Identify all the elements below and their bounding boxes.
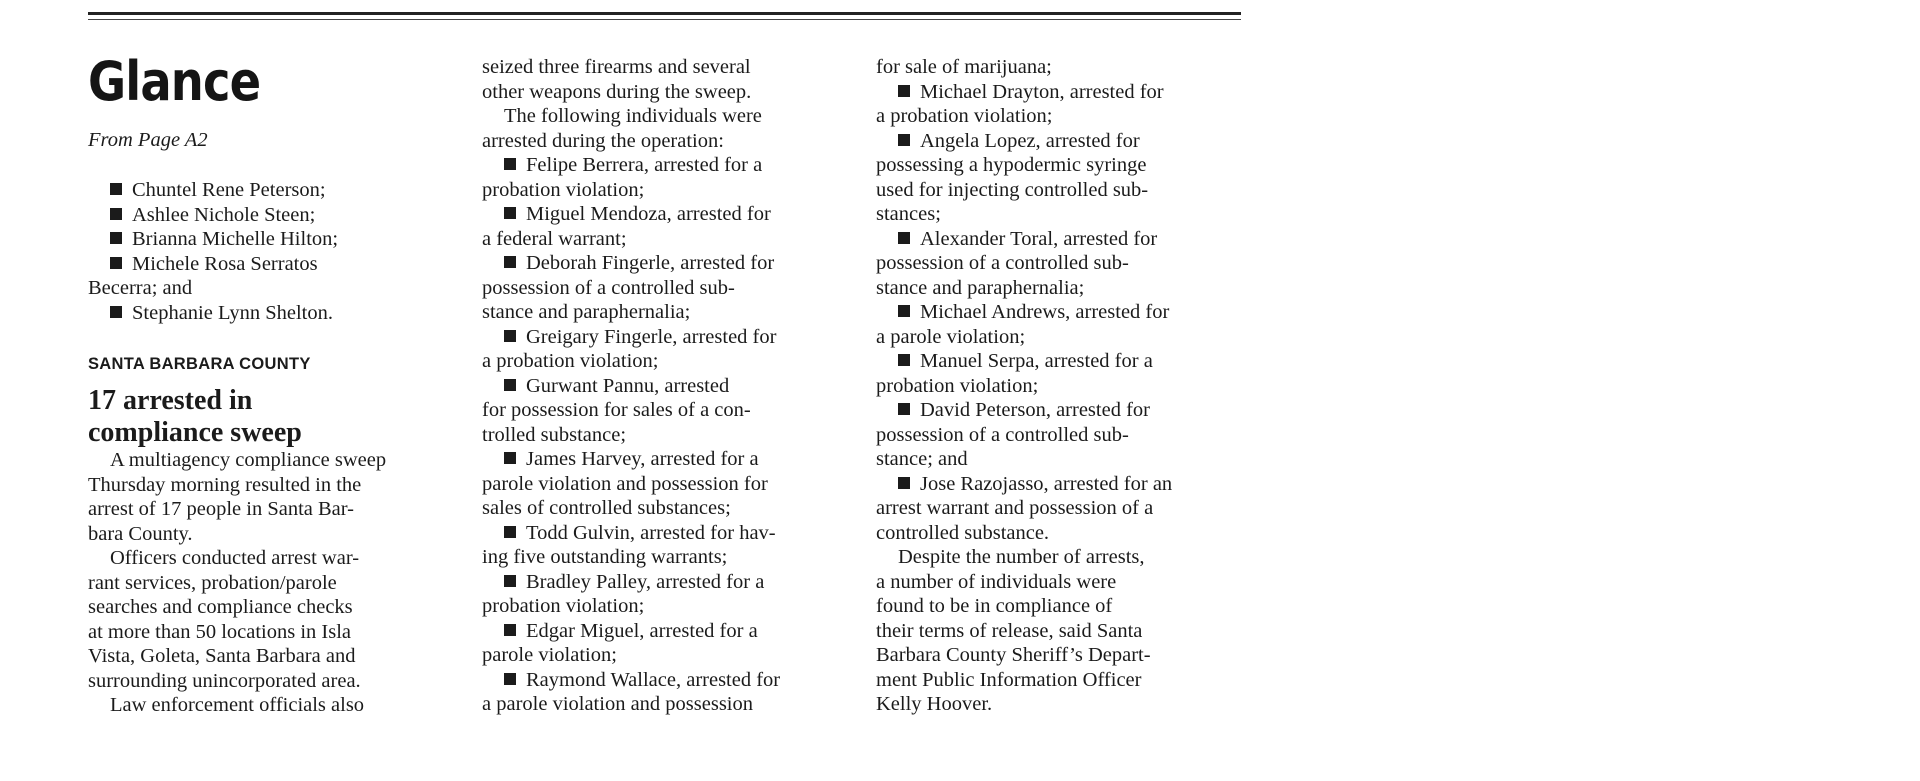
col3-line: [876, 423, 1241, 448]
square-bullet-icon: [110, 208, 122, 220]
square-bullet-icon: [898, 85, 910, 97]
col3-line-text: Manuel Serpa, arrested for a: [920, 350, 1153, 372]
col2-line-text: probation violation;: [482, 595, 645, 617]
col1-line-text: searches and compliance checks: [88, 596, 353, 618]
col2-line: [482, 643, 847, 668]
col2-line-text: Greigary Fingerle, arrested for: [526, 325, 777, 348]
col2-line: [482, 447, 847, 472]
square-bullet-icon: [504, 379, 516, 391]
col2-line: [482, 55, 847, 80]
col2-line: [482, 227, 847, 252]
names-list-item-text: Stephanie Lynn Shelton.: [132, 301, 333, 324]
col3-line: [876, 300, 1241, 325]
col3-line-text: stance and paraphernalia;: [876, 276, 1085, 299]
square-bullet-icon: [898, 477, 910, 489]
names-list-item-text: Becerra; and: [88, 277, 193, 299]
col3-line: [876, 227, 1241, 252]
col3-line: [876, 447, 1241, 472]
col2-line-text: stance and paraphernalia;: [482, 301, 691, 323]
col2-line: [482, 619, 847, 644]
col3-line: [876, 668, 1241, 693]
col2-line-text: Edgar Miguel, arrested for a: [526, 619, 758, 642]
col3-line-text: ment Public Information Officer: [876, 668, 1142, 691]
col2-line: [482, 276, 847, 301]
square-bullet-icon: [110, 306, 122, 318]
col3-line-text: Angela Lopez, arrested for: [920, 129, 1140, 152]
col3-line: [876, 374, 1241, 399]
col1-line: [88, 497, 468, 522]
names-list-item: [88, 203, 453, 228]
col2-line-text: for possession for sales of a con-: [482, 399, 751, 421]
continued-from-label: From Page A2: [88, 129, 208, 151]
col3-line: [876, 129, 1241, 154]
article-kicker: SANTA BARBARA COUNTY: [88, 355, 311, 373]
col3-line-text: Michael Andrews, arrested for: [920, 301, 1170, 323]
col2-line-text: other weapons during the sweep.: [482, 80, 752, 103]
col2-line: [482, 374, 847, 399]
col2-line: [482, 545, 847, 570]
col3-line: [876, 643, 1241, 668]
article-column-3: [876, 55, 1241, 717]
col2-line: [482, 398, 847, 423]
col3-line-text: for sale of marijuana;: [876, 56, 1052, 78]
col2-line-text: Gurwant Pannu, arrested: [526, 374, 730, 397]
square-bullet-icon: [898, 305, 910, 317]
col2-line: [482, 570, 847, 595]
square-bullet-icon: [898, 403, 910, 415]
top-rule-thick: [88, 12, 1241, 15]
col3-line: [876, 251, 1241, 276]
col2-line-text: Todd Gulvin, arrested for hav-: [526, 521, 776, 544]
col2-line: [482, 129, 847, 154]
col1-line: [88, 693, 468, 718]
col1-line-text: Officers conducted arrest war-: [110, 547, 360, 569]
col3-line: [876, 398, 1241, 423]
names-list-item-text: Brianna Michelle Hilton;: [132, 228, 339, 250]
col2-line: [482, 349, 847, 374]
col2-line-text: a probation violation;: [482, 350, 659, 372]
col3-line-text: Barbara County Sheriff’s Depart-: [876, 644, 1151, 666]
col2-line: [482, 153, 847, 178]
col3-line: [876, 521, 1241, 546]
headline-line: 17 arrested in: [88, 385, 253, 416]
col2-line-text: Deborah Fingerle, arrested for: [526, 252, 775, 274]
col3-line-text: their terms of release, said Santa: [876, 619, 1143, 642]
col3-line-text: a parole violation;: [876, 325, 1026, 348]
col3-line-text: Alexander Toral, arrested for: [920, 227, 1158, 250]
col2-line: [482, 692, 847, 717]
col1-line-text: A multiagency compliance sweep: [110, 449, 387, 471]
col3-line: [876, 619, 1241, 644]
col2-line-text: parole violation;: [482, 644, 617, 666]
col2-line: [482, 325, 847, 350]
col1-line-text: rant services, probation/parole: [88, 571, 337, 594]
square-bullet-icon: [504, 526, 516, 538]
col2-line: [482, 496, 847, 521]
col3-line-text: found to be in compliance of: [876, 595, 1113, 617]
col1-line: [88, 595, 468, 620]
col3-line: [876, 80, 1241, 105]
names-list: [88, 178, 453, 325]
col1-line: [88, 546, 468, 571]
col3-line-text: possessing a hypodermic syringe: [876, 154, 1147, 176]
square-bullet-icon: [504, 158, 516, 170]
col2-line: [482, 472, 847, 497]
col3-line: [876, 594, 1241, 619]
col3-line: [876, 153, 1241, 178]
names-list-item: [88, 301, 453, 326]
names-list-item-text: Ashlee Nichole Steen;: [132, 203, 316, 226]
col2-line-text: a parole violation and possession: [482, 693, 754, 715]
col3-line: [876, 325, 1241, 350]
col3-line-text: stances;: [876, 203, 941, 225]
headline-line: compliance sweep: [88, 417, 302, 448]
col3-line-text: arrest warrant and possession of a: [876, 497, 1154, 519]
col1-line: [88, 473, 468, 498]
col3-line-text: Jose Razojasso, arrested for an: [920, 472, 1173, 495]
col1-line: [88, 669, 468, 694]
square-bullet-icon: [898, 232, 910, 244]
square-bullet-icon: [504, 256, 516, 268]
col2-line: [482, 80, 847, 105]
col3-line-text: stance; and: [876, 448, 968, 470]
col2-line: [482, 251, 847, 276]
article-headline: [88, 385, 468, 449]
col1-line-text: at more than 50 locations in Isla: [88, 620, 352, 643]
col2-line: [482, 178, 847, 203]
col2-line-text: arrested during the operation:: [482, 129, 724, 152]
col2-line: [482, 202, 847, 227]
section-title: Glance: [88, 50, 261, 113]
col2-line-text: probation violation;: [482, 178, 645, 201]
col3-line-text: controlled substance.: [876, 521, 1050, 544]
col2-line: [482, 300, 847, 325]
col1-line: [88, 644, 468, 669]
square-bullet-icon: [110, 232, 122, 244]
col2-line: [482, 668, 847, 693]
square-bullet-icon: [898, 134, 910, 146]
col2-line: [482, 594, 847, 619]
col3-line: [876, 496, 1241, 521]
square-bullet-icon: [504, 575, 516, 587]
names-list-item: [88, 276, 453, 301]
col3-line: [876, 104, 1241, 129]
top-rule-thin: [88, 19, 1241, 20]
col2-line-text: James Harvey, arrested for a: [526, 448, 759, 470]
col3-line: [876, 276, 1241, 301]
col1-line-text: arrest of 17 people in Santa Bar-: [88, 498, 354, 520]
col3-line: [876, 692, 1241, 717]
col1-line-text: Vista, Goleta, Santa Barbara and: [88, 645, 356, 667]
col2-line: [482, 521, 847, 546]
col2-line-text: Bradley Palley, arrested for a: [526, 570, 765, 593]
col3-line: [876, 349, 1241, 374]
col3-line-text: Michael Drayton, arrested for: [920, 80, 1164, 103]
col3-line: [876, 55, 1241, 80]
col3-line: [876, 545, 1241, 570]
col3-line-text: possession of a controlled sub-: [876, 252, 1129, 274]
names-list-item-text: Michele Rosa Serratos: [132, 252, 318, 275]
col1-line-text: surrounding unincorporated area.: [88, 669, 361, 692]
col1-line: [88, 522, 468, 547]
col1-line-text: Law enforcement officials also: [110, 694, 365, 716]
col3-line: [876, 178, 1241, 203]
col1-line: [88, 571, 468, 596]
article-column-1: [88, 448, 468, 718]
col2-line: [482, 104, 847, 129]
col2-line-text: The following individuals were: [504, 105, 762, 127]
article-column-2: [482, 55, 847, 717]
col3-line: [876, 202, 1241, 227]
names-list-item-text: Chuntel Rene Peterson;: [132, 179, 326, 201]
col2-line-text: Felipe Berrera, arrested for a: [526, 154, 763, 176]
col3-line-text: David Peterson, arrested for: [920, 399, 1150, 421]
col3-line: [876, 570, 1241, 595]
names-list-item: [88, 252, 453, 277]
col3-line-text: Kelly Hoover.: [876, 693, 993, 715]
square-bullet-icon: [898, 354, 910, 366]
col3-line-text: Despite the number of arrests,: [898, 546, 1145, 568]
col3-line-text: probation violation;: [876, 374, 1039, 397]
square-bullet-icon: [504, 624, 516, 636]
col3-line-text: a probation violation;: [876, 105, 1053, 127]
col1-line: [88, 448, 468, 473]
col2-line: [482, 423, 847, 448]
col2-line-text: trolled substance;: [482, 423, 627, 446]
square-bullet-icon: [504, 452, 516, 464]
col1-line-text: Thursday morning resulted in the: [88, 473, 362, 496]
col3-line-text: a number of individuals were: [876, 570, 1117, 593]
col1-line: [88, 620, 468, 645]
square-bullet-icon: [504, 330, 516, 342]
square-bullet-icon: [110, 257, 122, 269]
col2-line-text: seized three firearms and several: [482, 56, 751, 78]
col1-line-text: bara County.: [88, 522, 193, 545]
square-bullet-icon: [504, 207, 516, 219]
col3-line-text: used for injecting controlled sub-: [876, 178, 1149, 201]
col2-line-text: a federal warrant;: [482, 227, 627, 250]
col2-line-text: sales of controlled substances;: [482, 497, 731, 519]
names-list-item: [88, 227, 453, 252]
col3-line: [876, 472, 1241, 497]
col3-line-text: possession of a controlled sub-: [876, 423, 1129, 446]
col2-line-text: ing five outstanding warrants;: [482, 546, 728, 568]
col2-line-text: parole violation and possession for: [482, 472, 768, 495]
col2-line-text: Miguel Mendoza, arrested for: [526, 203, 771, 225]
square-bullet-icon: [504, 673, 516, 685]
square-bullet-icon: [110, 183, 122, 195]
col2-line-text: possession of a controlled sub-: [482, 276, 735, 299]
names-list-item: [88, 178, 453, 203]
col2-line-text: Raymond Wallace, arrested for: [526, 668, 781, 691]
